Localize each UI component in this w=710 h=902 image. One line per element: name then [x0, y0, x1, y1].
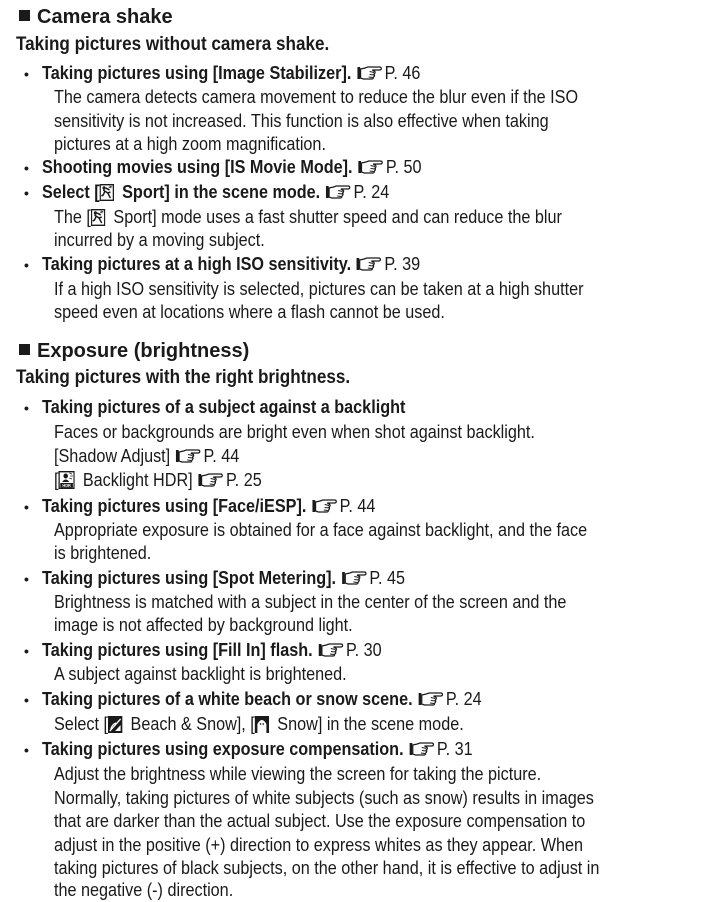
sub-reference-line [54, 468, 262, 492]
desc-text: Snow] in the scene mode. [272, 714, 464, 734]
section-subtitle: Taking pictures without camera shake. [16, 34, 330, 55]
item-description-line: speed even at locations where a flash cannot be used. [54, 302, 445, 322]
page-reference-link[interactable]: P. 31 [436, 739, 473, 759]
section-title-camera-shake [19, 5, 173, 29]
list-item-title: Taking pictures of a subject against a backlight [42, 397, 406, 417]
bullet-icon: • [24, 643, 29, 659]
section-subtitle: Taking pictures with the right brightness. [16, 367, 351, 388]
item-description-line: image is not affected by background light. [54, 615, 353, 635]
item-label: Taking pictures of a white beach or snow scene. [42, 689, 413, 709]
page-reference-link[interactable]: P. 30 [345, 640, 382, 660]
list-item-title [42, 155, 422, 179]
bullet-icon: • [24, 257, 29, 273]
item-label: Select [ [42, 182, 100, 202]
page-reference-link[interactable]: P. 24 [445, 689, 482, 709]
page-reference-hand-icon [198, 473, 223, 487]
sub-ref-label: [Shadow Adjust] [54, 446, 171, 466]
page-reference-link[interactable]: P. 46 [384, 63, 421, 83]
item-description-line: pictures at a high zoom magnification. [54, 134, 326, 154]
item-label: Taking pictures using [Image Stabilizer]. [42, 63, 352, 83]
page-reference-link[interactable]: P. 25 [225, 470, 262, 490]
sub-ref-label: Backlight HDR] [78, 470, 193, 490]
item-description-line: Normally, taking pictures of white subjects (such as snow) results in images [54, 788, 594, 808]
section-title-exposure [19, 339, 249, 363]
bullet-icon: • [24, 160, 29, 176]
beach-snow-icon [108, 716, 122, 733]
item-label: Taking pictures using [Fill In] flash. [42, 640, 313, 660]
sub-reference-line [54, 444, 239, 468]
page-reference-link[interactable]: P. 24 [353, 182, 390, 202]
page-reference-hand-icon [409, 742, 434, 756]
square-marker-icon [19, 344, 30, 355]
page-reference-link[interactable]: P. 45 [369, 568, 406, 588]
snow-icon [255, 716, 269, 733]
sport-scene-icon [91, 209, 105, 226]
page-reference-hand-icon [176, 449, 201, 463]
list-item-title [42, 737, 473, 761]
sub-ref-label: [ [54, 470, 59, 490]
bullet-icon: • [24, 185, 29, 201]
page-reference-link[interactable]: P. 44 [203, 446, 240, 466]
item-label: Taking pictures at a high ISO sensitivity. [42, 254, 352, 274]
section-title-text: Exposure (brightness) [37, 340, 250, 362]
item-description-line: the negative (-) direction. [54, 880, 234, 900]
page-reference-link[interactable]: P. 50 [385, 157, 422, 177]
list-item-title [42, 61, 420, 85]
page-reference-hand-icon [358, 160, 383, 174]
bullet-icon: • [24, 400, 29, 416]
desc-text: Select [ [54, 714, 109, 734]
list-item-title [42, 638, 382, 662]
sport-scene-icon [100, 184, 114, 201]
bullet-icon: • [24, 66, 29, 82]
page-reference-link[interactable]: P. 39 [384, 254, 421, 274]
item-description-line: sensitivity is not increased. This function is also effective when taking [54, 111, 549, 131]
desc-text: Beach & Snow], [ [126, 714, 255, 734]
item-description-line: is brightened. [54, 543, 152, 563]
list-item-title [42, 252, 420, 276]
item-description-line: If a high ISO sensitivity is selected, pictures can be taken at a high shutter [54, 279, 584, 299]
bullet-icon: • [24, 499, 29, 515]
item-description-line: Adjust the brightness while viewing the screen for taking the picture. [54, 764, 542, 784]
list-item-title [42, 494, 375, 518]
page-reference-hand-icon [318, 643, 343, 657]
item-label: Shooting movies using [IS Movie Mode]. [42, 157, 353, 177]
item-description-line: adjust in the positive (+) direction to express whites as they appear. When [54, 835, 584, 855]
section-title-text: Camera shake [37, 6, 173, 28]
item-description-line [54, 205, 562, 229]
page-reference-hand-icon [341, 571, 366, 585]
item-description-line: The camera detects camera movement to reduce the blur even if the ISO [54, 87, 579, 107]
item-label: Taking pictures using [Spot Metering]. [42, 568, 337, 588]
item-description-line: Brightness is matched with a subject in the center of the screen and the [54, 592, 567, 612]
page-reference-hand-icon [357, 66, 382, 80]
desc-text: Sport] mode uses a fast shutter speed and can reduce the blur [108, 207, 562, 227]
page-reference-hand-icon [326, 185, 351, 199]
item-label: Taking pictures using exposure compensation. [42, 739, 404, 759]
item-description-line [54, 712, 464, 736]
backlight-hdr-icon [59, 471, 75, 489]
item-description-line: taking pictures of black subjects, on the other hand, it is effective to adjust in [54, 858, 600, 878]
item-description-line: A subject against backlight is brightened. [54, 664, 347, 684]
item-label: Sport] in the scene mode. [117, 182, 321, 202]
item-description-line: Appropriate exposure is obtained for a face against backlight, and the face [54, 520, 588, 540]
item-label: Taking pictures using [Face/iESP]. [42, 496, 307, 516]
bullet-icon: • [24, 692, 29, 708]
page-reference-hand-icon [356, 257, 381, 271]
item-description-line: incurred by a moving subject. [54, 230, 265, 250]
bullet-icon: • [24, 742, 29, 758]
page-reference-hand-icon [418, 692, 443, 706]
square-marker-icon [19, 10, 30, 21]
item-description-line: that are darker than the actual subject. Use the exposure compensation to [54, 811, 586, 831]
desc-text: The [ [54, 207, 91, 227]
page-reference-hand-icon [312, 499, 337, 513]
list-item-title [42, 687, 482, 711]
list-item-title [42, 566, 405, 590]
bullet-icon: • [24, 571, 29, 587]
item-description-line: Faces or backgrounds are bright even when shot against backlight. [54, 422, 535, 442]
page-reference-link[interactable]: P. 44 [339, 496, 376, 516]
list-item-title [42, 180, 389, 204]
